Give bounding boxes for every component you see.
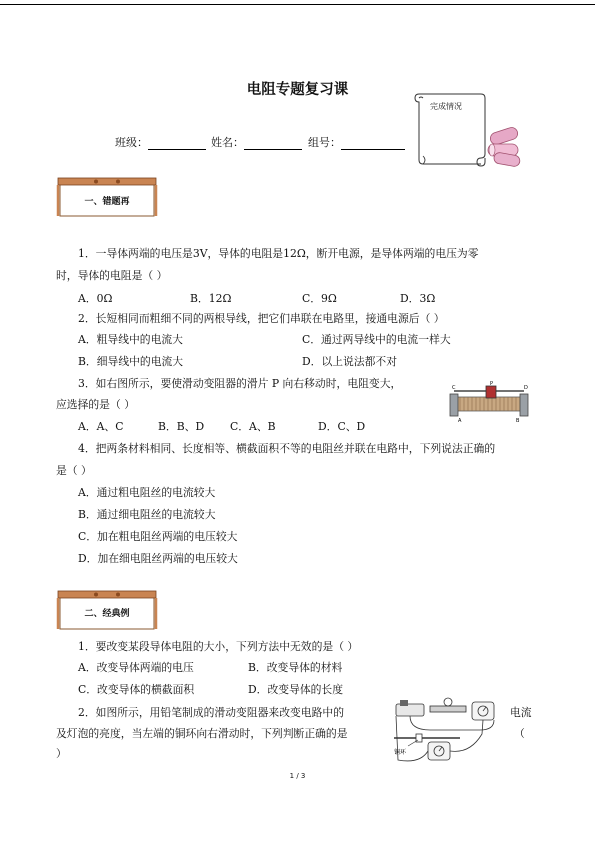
- name-blank[interactable]: [244, 137, 302, 150]
- s1-q3-option-a[interactable]: A．A、C: [78, 420, 124, 433]
- s1-q4-option-a[interactable]: A．通过粗电阻丝的电流较大: [78, 486, 216, 499]
- top-rule: [0, 4, 595, 5]
- class-label: 班级：: [115, 136, 148, 149]
- name-field: [211, 134, 302, 150]
- group-blank[interactable]: [341, 137, 405, 150]
- s1-q4-option-b[interactable]: B．通过细电阻丝的电流较大: [78, 508, 216, 521]
- fig-label-b: B: [516, 418, 520, 423]
- s2-q2-stem-line2b: （: [514, 727, 525, 740]
- rheostat-figure-icon: [446, 381, 534, 423]
- s1-q4-option-d[interactable]: D．加在细电阻丝两端的电压较大: [78, 552, 238, 565]
- s2-q1-option-a[interactable]: A．改变导体两端的电压: [78, 661, 194, 674]
- s1-q3-option-c[interactable]: C．A、B: [230, 420, 276, 433]
- copper-ring-label: 铜环: [394, 749, 407, 756]
- scroll-frame-icon: [411, 88, 489, 168]
- fig-label-p: P: [490, 381, 494, 387]
- s1-q3-option-b[interactable]: B．B、D: [158, 420, 205, 433]
- s1-q2-option-a[interactable]: A．粗导线中的电流大: [78, 333, 183, 346]
- paper-rolls-icon: [484, 126, 526, 168]
- page-title: 电阻专题复习课: [246, 82, 349, 98]
- class-field: [115, 134, 206, 150]
- s1-q4-option-c[interactable]: C．加在粗电阻丝两端的电压较大: [78, 530, 238, 543]
- section2-heading: 二、经典例: [84, 609, 130, 619]
- s2-q1-option-c[interactable]: C．改变导体的横截面积: [78, 683, 195, 696]
- s1-q2-option-d[interactable]: D．以上说法都不对: [302, 355, 398, 368]
- s1-q1-option-a[interactable]: A．0Ω: [78, 292, 113, 305]
- s1-q2-option-b[interactable]: B．细导线中的电流大: [78, 355, 184, 368]
- fig-label-c: C: [452, 385, 456, 391]
- s1-q3-stem-line1: 3．如右图所示，要使滑动变阻器的滑片 P 向右移动时，电阻变大，: [78, 377, 402, 390]
- group-label: 组号：: [308, 136, 341, 149]
- s1-q2-option-c[interactable]: C．通过两导线中的电流一样大: [302, 333, 451, 346]
- s1-q1-option-b[interactable]: B．12Ω: [190, 292, 232, 305]
- completion-label: 完成情况: [430, 102, 462, 111]
- fig-label-d: D: [524, 385, 528, 391]
- s1-q4-stem-line2: 是（ ）: [56, 464, 92, 477]
- s2-q2-stem-line2a: 及灯泡的亮度，当左端的铜环向右滑动时，下列判断正确的是: [56, 727, 348, 740]
- pencil-circuit-figure-icon: [390, 694, 502, 770]
- fig-label-a: A: [458, 418, 462, 423]
- s2-q2-stem-line3: ）: [56, 747, 67, 760]
- s1-q4-stem-line1: 4．把两条材料相同、长度相等、横截面积不等的电阻丝并联在电路中，下列说法正确的: [78, 442, 496, 455]
- s1-q3-option-d[interactable]: D．C、D: [318, 420, 366, 433]
- page-number: 1 / 3: [289, 772, 306, 780]
- s2-q1-option-b[interactable]: B．改变导体的材料: [248, 661, 343, 674]
- s1-q1-stem-line1: 1．一导体两端的电压是3V，导体的电阻是12Ω，断开电源，是导体两端的电压为零: [78, 247, 479, 260]
- s2-q1-stem-line1: 1．要改变某段导体电阻的大小，下列方法中无效的是（ ）: [78, 640, 359, 653]
- s1-q1-option-d[interactable]: D．3Ω: [400, 292, 436, 305]
- s1-q3-stem-line2: 应选择的是（ ）: [56, 398, 136, 411]
- s1-q1-stem-line2: 时，导体的电阻是（ ）: [56, 269, 168, 282]
- s1-q1-option-c[interactable]: C．9Ω: [302, 292, 337, 305]
- group-field: [308, 134, 405, 150]
- s2-q2-stem-line1b: 电流: [510, 706, 532, 719]
- s1-q2-stem-line1: 2．长短相同而粗细不同的两根导线，把它们串联在电路里，接通电源后（ ）: [78, 312, 445, 325]
- section1-heading: 一、错题再: [84, 197, 130, 207]
- class-blank[interactable]: [148, 137, 206, 150]
- s2-q1-option-d[interactable]: D．改变导体的长度: [248, 683, 344, 696]
- s2-q2-stem-line1a: 2．如图所示，用铅笔制成的滑动变阻器来改变电路中的: [78, 706, 344, 719]
- name-label: 姓名：: [211, 136, 244, 149]
